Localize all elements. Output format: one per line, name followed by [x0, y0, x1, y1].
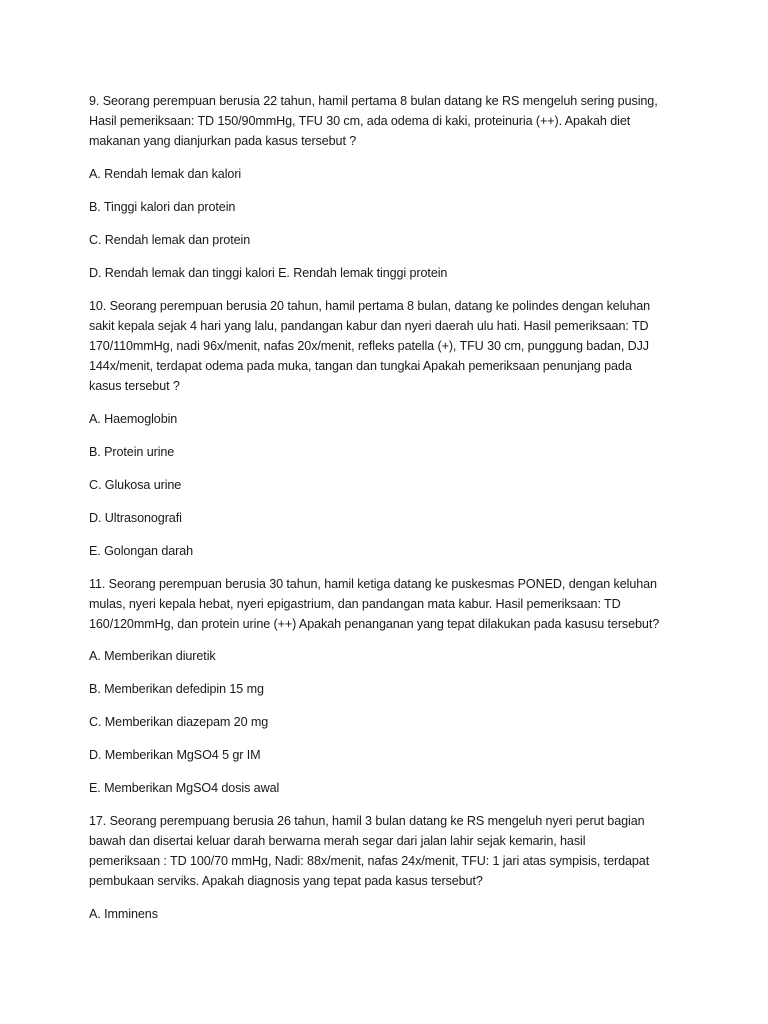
question-9-option-d-e: D. Rendah lemak dan tinggi kalori E. Rendah lemak tinggi protein [89, 266, 448, 280]
question-10-line-1: 10. Seorang perempuan berusia 20 tahun, hamil pertama 8 bulan, datang ke polindes dengan keluhan [89, 299, 651, 313]
question-10-line-5: kasus tersebut ? [89, 379, 180, 393]
question-10-option-d: D. Ultrasonografi [89, 511, 182, 525]
question-17-line-3: pemeriksaan : TD 100/70 mmHg, Nadi: 88x/menit, nafas 24x/menit, TFU: 1 jari atas sympisis, terdapat [89, 854, 650, 868]
question-9-option-b: B. Tinggi kalori dan protein [89, 200, 236, 214]
question-17-line-2: bawah dan disertai keluar darah berwarna merah segar dari jalan lahir sejak kemarin, hasil [89, 834, 586, 848]
question-9-line-2: Hasil pemeriksaan: TD 150/90mmHg, TFU 30 cm, ada odema di kaki, proteinuria (++). Apakah diet [89, 114, 631, 128]
question-11-option-c: C. Memberikan diazepam 20 mg [89, 715, 269, 729]
question-10-line-4: 144x/menit, terdapat odema pada muka, tangan dan tungkai Apakah pemeriksaan penunjang pada [89, 359, 632, 373]
question-11-option-e: E. Memberikan MgSO4 dosis awal [89, 781, 280, 795]
question-17-line-4: pembukaan serviks. Apakah diagnosis yang tepat pada kasus tersebut? [89, 874, 483, 888]
question-9-option-c: C. Rendah lemak dan protein [89, 233, 251, 247]
question-9-option-a: A. Rendah lemak dan kalori [89, 167, 242, 181]
question-10-line-3: 170/110mmHg, nadi 96x/menit, nafas 20x/menit, refleks patella (+), TFU 30 cm, punggung badan, DJJ [89, 339, 650, 353]
question-10-option-e: E. Golongan darah [89, 544, 194, 558]
question-11-line-3: 160/120mmHg, dan protein urine (++) Apakah penanganan yang tepat dilakukan pada kasusu tersebut? [89, 617, 660, 631]
question-17-option-a: A. Imminens [89, 907, 158, 921]
question-17-line-1: 17. Seorang perempuang berusia 26 tahun, hamil 3 bulan datang ke RS mengeluh nyeri perut bagian [89, 814, 645, 828]
question-10-line-2: sakit kepala sejak 4 hari yang lalu, pandangan kabur dan nyeri daerah ulu hati. Hasil pemeriksaan: TD [89, 319, 649, 333]
question-11-option-b: B. Memberikan defedipin 15 mg [89, 682, 264, 696]
question-11-line-1: 11. Seorang perempuan berusia 30 tahun, hamil ketiga datang ke puskesmas PONED, dengan keluhan [89, 577, 657, 591]
question-10-option-a: A. Haemoglobin [89, 412, 178, 426]
question-9-line-1: 9. Seorang perempuan berusia 22 tahun, hamil pertama 8 bulan datang ke RS mengeluh sering pusing, [89, 94, 658, 108]
question-9-line-3: makanan yang dianjurkan pada kasus tersebut ? [89, 134, 357, 148]
question-11-option-a: A. Memberikan diuretik [89, 649, 216, 663]
question-11-line-2: mulas, nyeri kepala hebat, nyeri epigastrium, dan pandangan mata kabur. Hasil pemeriksaan: TD [89, 597, 621, 611]
question-10-option-c: C. Glukosa urine [89, 478, 182, 492]
question-11-option-d: D. Memberikan MgSO4 5 gr IM [89, 748, 261, 762]
question-10-option-b: B. Protein urine [89, 445, 175, 459]
